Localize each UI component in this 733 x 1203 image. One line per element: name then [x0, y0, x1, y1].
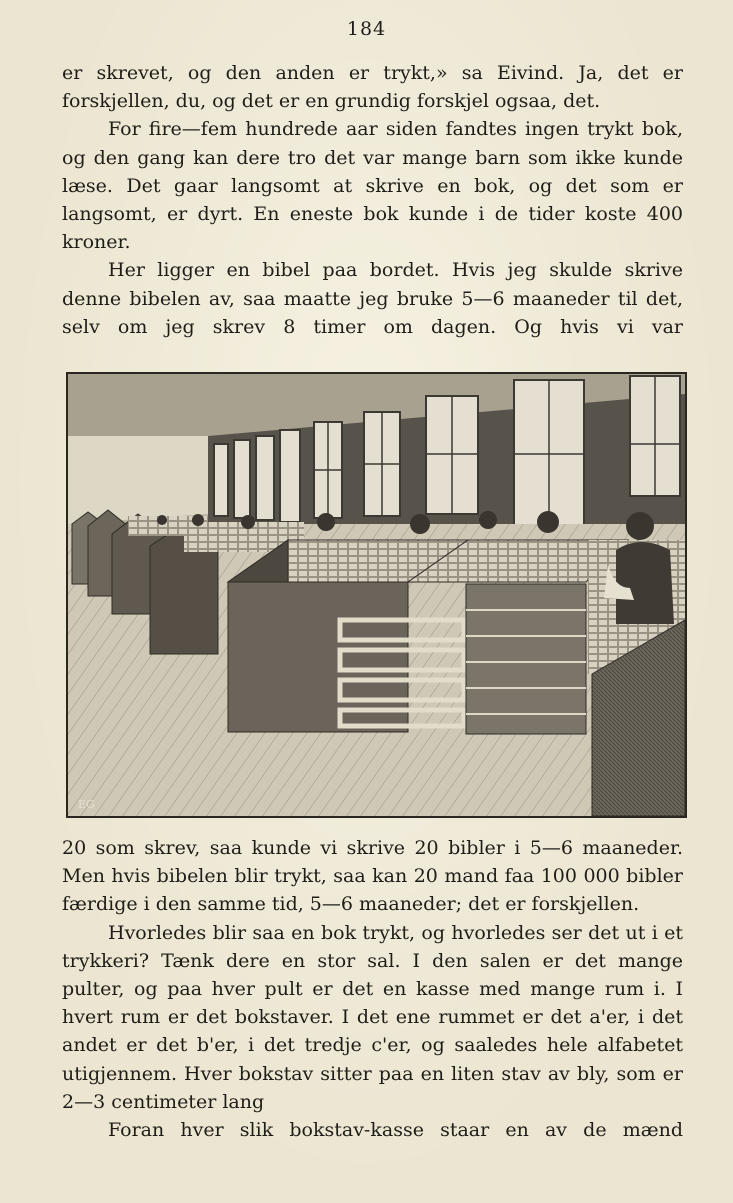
printing-room-illustration: [66, 372, 687, 818]
paragraph-1: er skrevet, og den anden er trykt,» sa Eivind. Ja, det er forskjellen, du, og det er en grundig forskjel ogsaa, det.: [62, 62, 683, 113]
bottom-text-block: [62, 834, 683, 1144]
paragraph-3: Her ligger en bibel paa bordet. Hvis jeg skulde skrive denne bibelen av, saa maatte jeg bruke 5—6 maaneder til det, selv om jeg skrev 8 timer om dagen. Og hvis vi var: [62, 259, 683, 338]
paragraph-4: 20 som skrev, saa kunde vi skrive 20 bibler i 5—6 maaneder. Men hvis bibelen blir trykt, saa kan 20 mand faa 100 000 bibler færdige i den samme tid, 5—6 maaneder; det er forskjellen.: [62, 837, 683, 916]
paragraph-6: Foran hver slik bokstav-kasse staar en av de mænd: [108, 1119, 683, 1142]
illustration-monogram: EG: [78, 798, 95, 811]
top-text-block: [62, 59, 683, 341]
page-number: 184: [346, 18, 387, 40]
paragraph-2: For fire—fem hundrede aar siden fandtes ingen trykt bok, og den gang kan dere tro det var mange barn som ikke kunde læse. Det gaar langsomt at skrive en bok, og det som er langsomt, er dyrt. En eneste bok kunde i de tider koste 400 kroner.: [62, 118, 683, 254]
paragraph-5: Hvorledes blir saa en bok trykt, og hvorledes ser det ut i et trykkeri? Tænk dere en stor sal. I den salen er det mange pulter, og paa hver pult er det en kasse med mange rum i. I hvert rum er det bokstaver. I det ene rummet er det a'er, i det andet er det b'er, i det tredje c'er, og saaledes hele alfabetet utigjennem. Hver bokstav sitter paa en liten stav av bly, som er 2—3 centimeter lang: [62, 921, 683, 1113]
